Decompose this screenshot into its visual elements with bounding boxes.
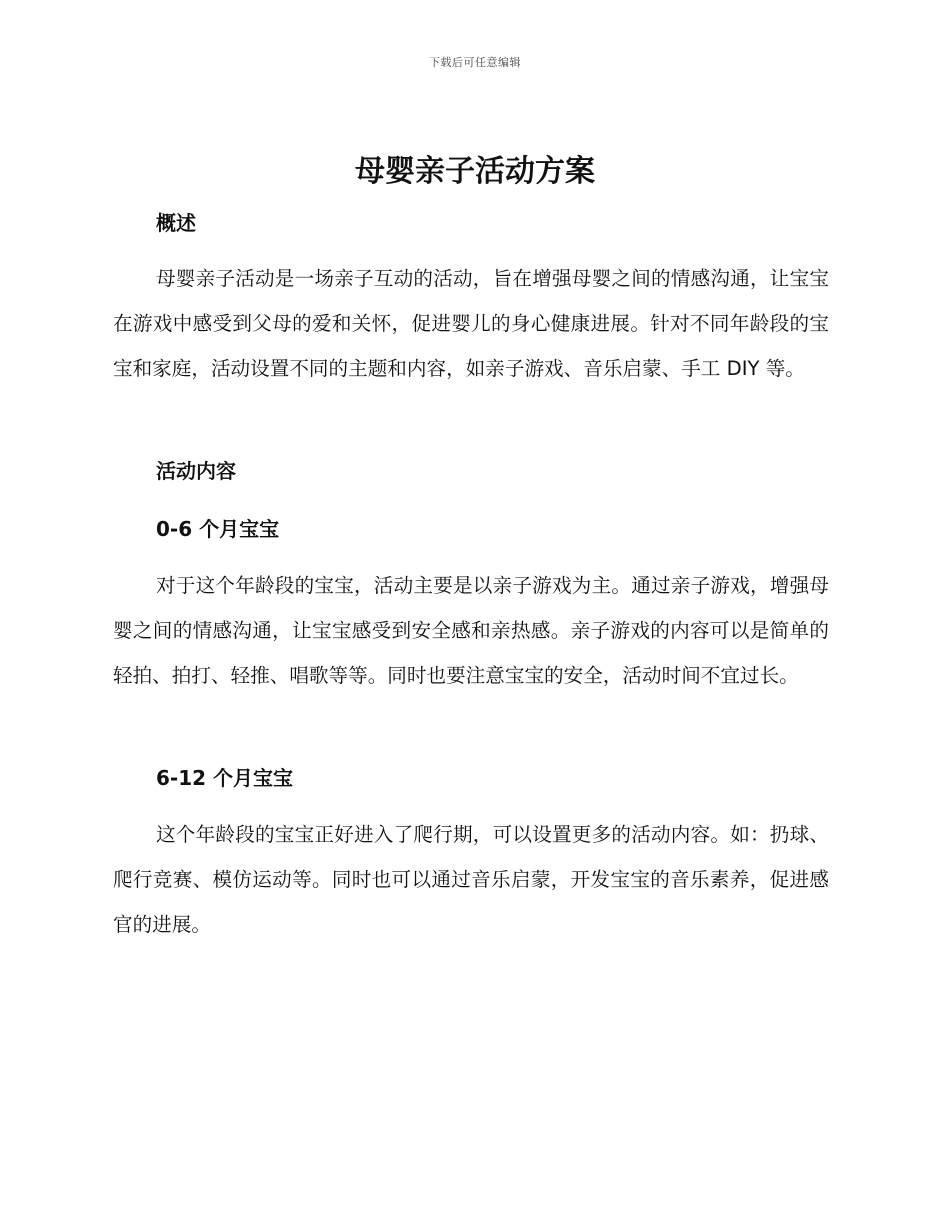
section-heading-overview: 概述 xyxy=(156,211,196,235)
section-heading-age-0-6: 0-6 个月宝宝 xyxy=(156,517,280,541)
paragraph-overview: 母婴亲子活动是一场亲子互动的活动，旨在增强母婴之间的情感沟通，让宝宝在游戏中感受到父母的爱和关怀，促进婴儿的身心健康进展。针对不同年龄段的宝宝和家庭，活动设置不同的主题和内容，如亲子游戏、音乐启蒙、手工 DIY 等。 xyxy=(113,267,829,380)
paragraph-age-6-12: 这个年龄段的宝宝正好进入了爬行期，可以设置更多的活动内容。如：扔球、爬行竞赛、模仿运动等。同时也可以通过音乐启蒙，开发宝宝的音乐素养，促进感官的进展。 xyxy=(113,823,829,936)
section-heading-activity-content: 活动内容 xyxy=(156,459,236,483)
document-title: 母婴亲子活动方案 xyxy=(355,154,595,189)
paragraph-age-0-6: 对于这个年龄段的宝宝，活动主要是以亲子游戏为主。通过亲子游戏，增强母婴之间的情感沟通，让宝宝感受到安全感和亲热感。亲子游戏的内容可以是简单的轻拍、拍打、轻推、唱歌等等。同时也要注意宝宝的安全，活动时间不宜过长。 xyxy=(113,574,829,687)
page-header-note: 下载后可任意编辑 xyxy=(429,56,521,69)
section-heading-age-6-12: 6-12 个月宝宝 xyxy=(156,766,294,790)
